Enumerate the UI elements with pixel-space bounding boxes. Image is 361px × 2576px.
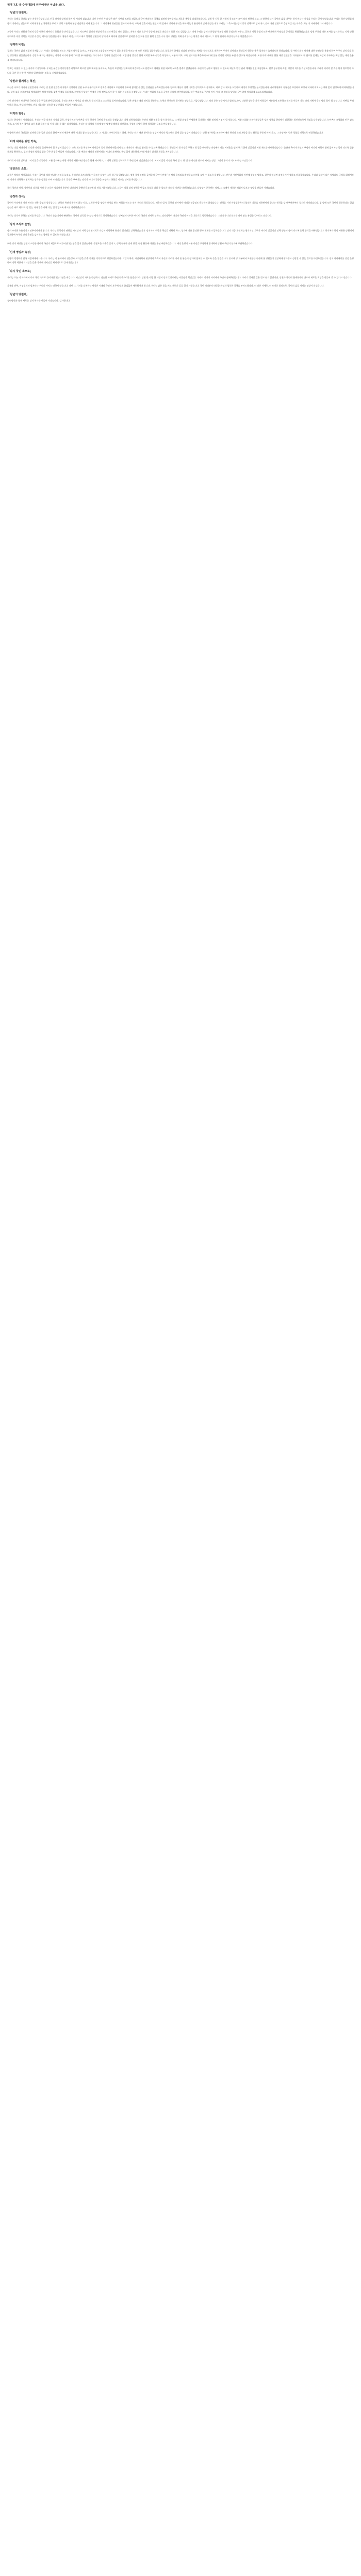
section-paragraph: 또한 당의 재정은 당원의 소중한 당비와 국민의 세금으로 이루어진다는 점을 잊지 않겠습니다. 불필요한 지출을 줄이고, 정책 연구와 인재 양성, 현장 활동에 예산을 우선 배정하겠습니다. 재정 운영의 모든 과정을 투명하게 공개하여 당원과 국민의 신뢰에 보답하겠습니다. (7, 242, 253, 245)
document-section (7, 293, 354, 303)
section-paragraph: 우리의 약속은 말로만 그치지 않을 것입니다. 모든 공약에는 이행 계획과 재원 마련 방안을 함께 제시하고, 그 진행 상황을 정기적으로 국민 앞에 점검받겠습니다. 지키지 못할 약속은 하지 않고, 한 번 한 약속은 반드시 지키는 정당, 그것이 우리가 되고자 하는 모습입니다. (7, 159, 253, 162)
section-paragraph: 현장에서 만난 국민들은 정치에 대한 깊은 실망과 함께 여전히 변화에 대한 기대를 품고 있었습니다. 그 기대를 저버리지 않기 위해, 우리는 선거 때만 찾아오는 정당이 아니라 평소에도 곁에 있는 정당이 되겠습니다. 당원 봉사단을 조직하여 재난 현장과 소외 계층을 돕는 활동을 꾸준히 이어 가고, 그 과정에서 얻은 경험을 정책으로 연결하겠습니다. (7, 131, 324, 134)
section-title: 「국민과의 소통」 (7, 167, 29, 171)
section-paragraph: 우리는 다음 세대에게 더 나은 나라를 물려주어야 할 책임이 있습니다. 교육 제도를 혁신하여 아이들이 입시 경쟁에 매몰되지 않고 저마다의 재능을 꽃피울 수 있도록 하겠습니다. 청년들이 첫 직장을 구하고 첫 집을 마련하는 과정에서 겪는 어려움을 덜어 주기 위해 실질적인 지원 제도를 마련하겠습니다. 출산과 육아가 개인의 부담이 아니라 사회가 함께 짊어지는 일이 되도록 돌봄 체계를 확충하고, 일과 가정의 양립을 돕는 근무 환경을 만들어 가겠습니다. 기후 변화와 에너지 전환이라는 시대적 과제에도 책임 있게 대응하여, 미래 세대가 살아갈 환경을 지키겠습니다. (7, 146, 354, 154)
section-paragraph: 우리는 올해로 창당을 맞는 자유한국당입니다. 전국 각지의 당원과 함께 이 자리에 섰습니다. 지난 수년간 우리 당은 많은 시련과 도전을 겪었으며 국민 여러분의 질책을 겸허히 받아들이고 새로운 출발을 다짐하였습니다. 당원 한 사람 한 사람의 목소리가 모여 당의 방향이 되고, 그 방향이 다시 국민의 삶을 바꾸는 힘이 된다는 사실을 우리는 잊지 않았습니다. 우리는 청년 당원들이 당의 미래라는 믿음으로 지역마다 청년 위원회를 꾸리고 정책 토론회와 현장 간담회를 이어 왔습니다. 그 과정에서 청년들은 일자리와 주거, 교육과 결혼이라는 현실의 벽 앞에서 정치가 무엇을 해야 하는지 분명하게 말해 주었습니다. 우리는 그 목소리를 당의 공식 정책으로 담아내고, 말이 아닌 실천으로 응답하겠다는 약속을 오늘 이 자리에서 다시 새깁니다. (7, 18, 354, 25)
section-paragraph: 그동안 우리는 당원과 국민의 뜻을 충분히 헤아리지 못했던 순간이 있었습니다. 지도부의 결정이 현장의 목소리와 어긋날 때도 있었고, 지역의 작은 요구가 중앙에 제대로 전달되지 못한 적도 있었습니다. 이제 우리는 당의 의사결정 구조를 당원 중심으로 바꾸고, 공천과 정책 수립의 모든 단계에서 투명성과 공정성을 확립하겠습니다. 당원 투표와 여론 조사를 상시화하고, 지역 당원협의회가 직접 정책을 제안할 수 있는 제도를 만들겠습니다. 청년과 여성, 그리고 새로 입당한 당원들이 당의 주요 회의에 실질적으로 참여할 수 있도록 문을 활짝 열겠습니다. 당이 당원을 위해 존재한다는 원칙을 다시 세우고, 그 원칙 위에서 국민의 신뢰를 되찾겠습니다. (7, 30, 354, 38)
section-paragraph: 경제는 국민의 삶과 직결된 문제입니다. 우리는 일자리를 만드는 기업의 활력을 높이고, 자영업자와 소상공인이 버틸 수 있는 환경을 만드는 데 모든 역량을 집중하겠습니다. 불필요한 규제를 과감히 정비하고 세제를 합리적으로 개편하여 투자가 살아나고 청년들이 원하는 좋은 일자리가 늘어나도록 하겠습니다. 동시에 사회적 약자에 대한 안전망을 촘촘히 하여 누구도 뒤처지지 않는 공동체를 만들겠습니다. 성장과 복지는 대립하는 가치가 아니라 함께 가야 할 두 바퀴라는 것이 우리의 일관된 신념입니다. 지방 균형 발전을 위해 지역별 특화 산업을 육성하고, 교통과 의료, 교육 인프라를 확충하여 어디에 살든 공정한 기회를 누릴 수 있도록 하겠습니다. 또한 미래 세대를 위한 재정 건전성을 지키면서도 꼭 필요한 곳에는 과감히 투자하는 책임 있는 재정 운용을 약속드립니다. (7, 49, 354, 61)
section-paragraph: 안보는 타협할 수 없는 국가의 기본입니다. 우리는 굳건한 한미동맹을 바탕으로 확고한 안보 태세를 유지하고, 북한의 도발에는 단호하게 대응하면서도 한반도의 평화를 위한 외교적 노력을 멈추지 않겠습니다. 국민이 안심하고 생활할 수 있도록 재난과 안전 관리 체계를 전면 재점검하고, 현장 공무원과 소방, 경찰의 처우를 개선하겠습니다. 우리가 지켜야 할 것은 단지 영토만이 아니라 국민 한 사람 한 사람의 일상이라는 점을 늘 기억하겠습니다. (7, 67, 354, 74)
section-paragraph: 소통은 정당의 생명입니다. 우리는 국민과 직접 만나는 자리를 늘리고, 온라인과 오프라인을 아우르는 다양한 소통 창구를 열겠습니다. 정책 결정 과정을 공개하여 국민이 언제든지 당의 움직임을 확인하고 의견을 보탤 수 있도록 하겠습니다. 언론과 시민사회의 비판에 성실히 답하고, 잘못이 있다면 솔직하게 인정하고 바로잡겠습니다. 우리와 생각이 다른 정당과도 국익을 위해서라면 기꺼이 대화하고 협력하는 성숙한 정치를 보여 드리겠습니다. 갈등을 부추기는 정치가 아니라 갈등을 조정하고 통합을 이끄는 정치를 하겠습니다. (7, 174, 354, 181)
section-paragraph: 혁신은 구호가 아니라 실천입니다. 우리는 당 운영 전반을 디지털로 전환하여 당원 누구나 온라인으로 정책을 제안하고 토론하며 투표에 참여할 수 있는 플랫폼을 구축하겠습니다. 당비와 예산의 집행 내역을 정기적으로 공개하고, 외부 감사 제도를 도입하여 재정의 투명성을 높이겠습니다. 윤리위원회의 독립성을 보장하여 부정과 비리에 대해서는 예외 없이 엄정하게 대처하겠습니다. 당원 교육 프로그램을 체계화하여 정책 역량을 갖춘 인재를 길러내고, 지역에서 성장한 인재가 중앙 정치로 나아갈 수 있는 사다리를 놓겠습니다. 우리는 변화의 속도를 국민의 기대에 맞추겠습니다. 작은 변화라도 꾸준히 이어 가며, 그 성과를 당원과 국민 앞에 정직하게 보고드리겠습니다. (7, 86, 354, 93)
document-section (7, 79, 354, 107)
section-paragraph: 청년당원과 함께 새로운 당의 역사를 만들어 가겠습니다. 감사합니다. (7, 299, 71, 302)
section-paragraph: 특히 청년과 여성, 장애인과 다문화 가정 등 그동안 정치에서 충분히 대변되지 못했던 목소리에 더 귀를 기울이겠습니다. 그들이 직접 당의 정책을 만들고 후보로 나설 수 있도록 제도적 기반을 마련하겠습니다. 다양성이 존중받는 정당, 그 속에서 새로운 해법이 나오는 정당을 만들어 가겠습니다. (7, 187, 275, 190)
document-section (7, 43, 354, 75)
document-section (7, 269, 354, 289)
document-section (7, 167, 354, 191)
section-paragraph: 자유와 민주, 시장경제와 법치라는 우리의 가치는 변하지 않습니다. 다만 그 가치를 실현하는 방식은 시대와 국민의 요구에 맞게 끊임없이 새로워져야 합니다. 우리는 낡은 틀을 깨고 새로운 길을 열어 가겠습니다. 국민 여러분의 따뜻한 관심과 엄중한 질책을 부탁드립니다. 더 낮은 자세로, 더 뜨거운 열정으로, 국민의 삶을 지키는 정당이 되겠습니다. (7, 284, 324, 287)
section-paragraph: 국민이 우리에게 가장 바라는 것은 공정과 상식입니다. 반칙과 특권이 통하지 않는 사회, 노력한 만큼 정당한 보상을 받는 사회를 만드는 것이 우리의 목표입니다. 채용과 입시, 공천과 인사에서 어떠한 불공정도 용납하지 않겠습니다. 권력을 가진 사람일수록 더 엄격한 기준을 적용받아야 한다는 원칙을 당 내부에서부터 철저히 지키겠습니다. 법 앞에 모든 국민이 평등하다는 헌법 정신을 바로 세우고, 힘 있는 자가 법을 피해 가는 일이 없도록 제도를 정비하겠습니다. (7, 201, 354, 209)
section-title: 「미래 세대를 위한 약속」 (7, 140, 39, 143)
section-paragraph: 우리는 상식이 통하는 정치를 하겠습니다. 국민의 눈높이에서 판단하고, 국민이 납득할 수 있는 방식으로 결정하겠습니다. 정치인의 언어가 아니라 국민의 언어로 말하고, 당리당략이 아니라 국민의 이익을 기준으로 행동하겠습니다. 그것이 무너진 신뢰를 다시 쌓는 유일한 길이라고 믿습니다. (7, 214, 272, 217)
section-paragraph: 정치는 현장에서 시작됩니다. 우리는 전국 각지의 시장과 골목, 산업단지와 농어촌을 직접 찾아가 국민의 목소리를 듣겠습니다. 지역 당원협의회는 주민의 생활 민원을 상시 접수하고, 그 해결 과정을 투명하게 공개하는 생활 정치의 거점이 될 것입니다. 지방 의회와 자치단체장들은 당의 정책을 현장에서 실현하는 최전선으로서 책임을 다하겠습니다. 농어촌의 고령화와 인구 감소 문제, 도시의 주거 불안과 교통 혼잡 문제는 더 이상 미룰 수 없는 과제입니다. 우리는 각 지역의 특성에 맞는 맞춤형 해법을 마련하고, 중앙과 지방이 함께 협력하는 구조를 만들겠습니다. (7, 118, 354, 126)
section-title: 「청년의 당원대」 (7, 293, 29, 296)
section-paragraph: 지난 선거에서 보내주신 국민의 뜻을 무겁게 받아들입니다. 우리는 패배의 원인을 남 탓으로 돌리지 않고 스스로를 돌아보겠습니다. 낡은 관행과 계파 정치를 청산하고, 능력과 헌신으로 평가받는 정당으로 거듭나겠습니다. 당의 문은 누구에게나 열려 있으며, 다양한 생각을 가진 사람들이 자유롭게 토론하고 합의를 이루어 가는 과정 자체가 우리 당의 힘이 될 것입니다. 비판을 두려워하지 않고, 반대 의견에도 귀를 기울이는 성숙한 정당 문화를 만들어 가겠습니다. (7, 99, 354, 107)
section-title: 「청년의 당원대」 (7, 11, 29, 14)
sections-container (7, 11, 354, 303)
section-paragraph: 당의 조직은 효율적이고 민주적이어야 합니다. 우리는 중앙당의 권한을 시도당과 지역 당원협의회로 과감히 이양하여 현장의 결정권을 강화하겠습니다. 당직자의 역할과 책임을 명확히 하고, 성과에 따른 공정한 평가 체계를 도입하겠습니다. 당의 각종 위원회는 형식적인 기구가 아니라 실질적인 정책 생산의 장이 되도록 운영 방식을 바꾸겠습니다. 회의록과 결정 사항은 당원에게 공개하여 누구나 당의 운영을 감시하고 참여할 수 있도록 하겠습니다. (7, 229, 354, 236)
document-headline: 혁명 7호 당 수정대회에 민주에게만 이념을 보다. (7, 4, 65, 7)
document-section (7, 11, 354, 39)
document-section (7, 250, 354, 265)
section-title: 「지역과 현장」 (7, 112, 27, 115)
section-title: 「당원과 함께하는 혁신」 (7, 80, 38, 83)
section-paragraph: 정당의 경쟁력은 결국 사람에게서 나옵니다. 우리는 각 분야에서 전문성과 도덕성을 갖춘 인재를 적극적으로 영입하겠습니다. 기업과 학계, 시민사회와 현장에서 묵묵히 자신의 자리를 지켜 온 분들이 정치에 참여할 수 있도록 문을 열겠습니다. 동시에 당 내부에서 오랫동안 헌신해 온 당원들이 정당하게 평가받고 성장할 수 있는 경로를 마련하겠습니다. 정치 아카데미를 상설 운영하여 정책 역량과 리더십을 갖춘 차세대 정치인을 체계적으로 길러내겠습니다. (7, 257, 354, 264)
document-body (7, 3, 354, 308)
section-title: 「당의 조직과 운영」 (7, 223, 33, 226)
document-section (7, 140, 354, 163)
section-title: 「인재 영입과 육성」 (7, 250, 33, 254)
section-title: 「정책과 비전」 (7, 43, 27, 47)
section-paragraph: 우리는 오늘 이 자리에서 다시 국민 속으로 들어가겠다는 다짐을 새깁니다. 지난날의 과오를 반성하고, 겸손한 자세로 국민의 목소리를 듣겠습니다. 당원 한 사람 한 사람이 당의 얼굴이라는 자긍심과 책임감을 가지고, 각자의 자리에서 국민과 함께하겠습니다. 우리가 걸어갈 길은 결코 쉽지 않겠지만, 당원과 국민이 함께한다면 반드시 새로운 희망을 만들어 낼 수 있다고 믿습니다. (7, 276, 352, 279)
document-section (7, 195, 354, 218)
document-section (7, 112, 354, 135)
document-section (7, 223, 354, 246)
section-title: 「다시 국민 속으로」 (7, 269, 33, 273)
section-title: 「공정과 상식」 (7, 195, 27, 199)
